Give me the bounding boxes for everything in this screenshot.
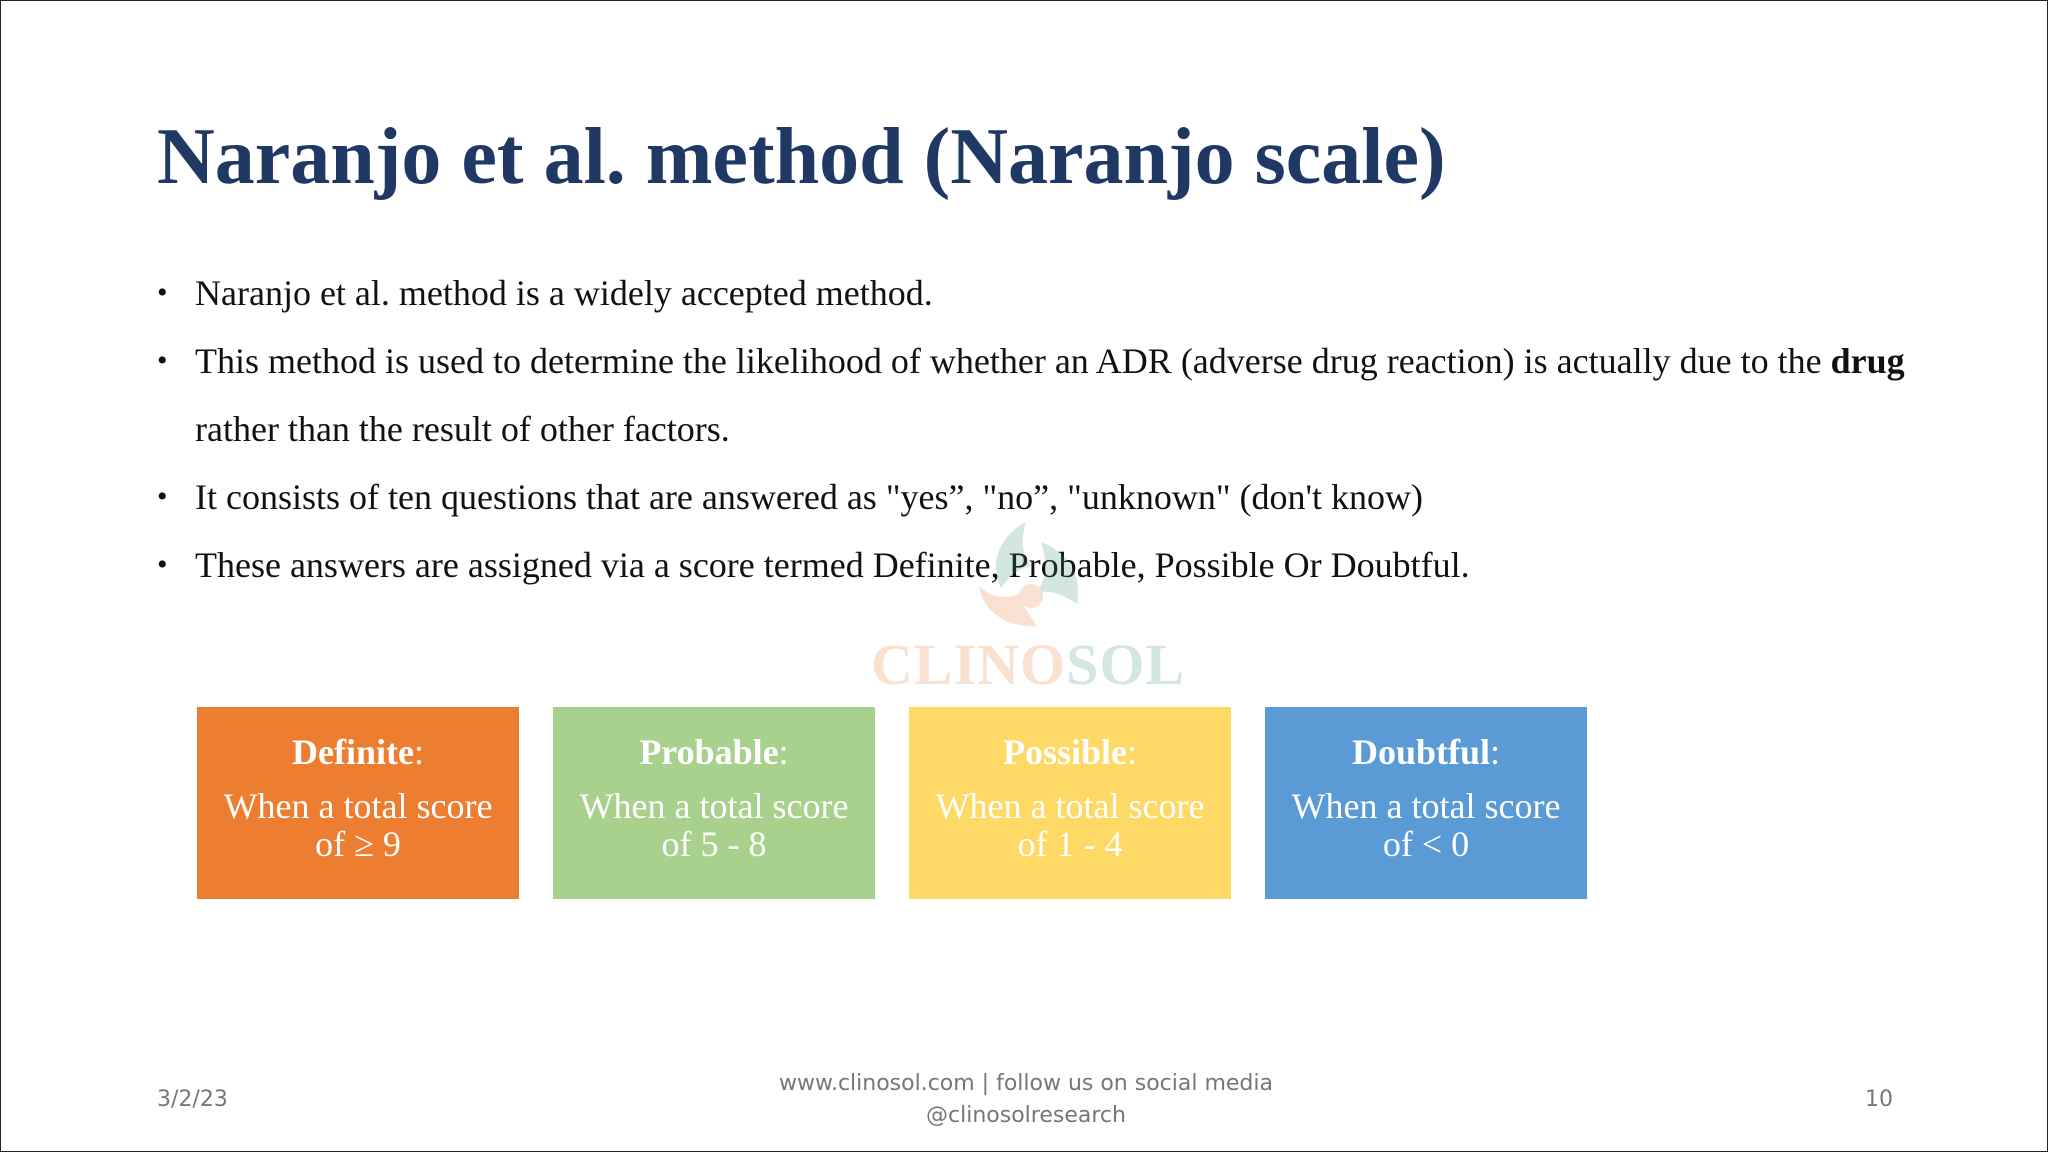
bullet-item: [157, 327, 1917, 463]
category-line-2: of < 0: [1382, 824, 1470, 864]
watermark-text: CLINOSOL: [871, 632, 1186, 697]
category-possible-box: [909, 707, 1231, 899]
footer-handle: @clinosolresearch: [926, 1103, 1126, 1128]
category-heading: Definite:: [292, 732, 424, 772]
clinosol-logo-icon: [871, 516, 1181, 636]
bullet-item: [157, 259, 1917, 327]
footer-date: 3/2/23: [157, 1087, 228, 1112]
slide-title: Naranjo et al. method (Naranjo scale): [157, 113, 1446, 201]
category-doubtful-box: [1265, 707, 1587, 899]
category-line-2: of ≥ 9: [315, 824, 401, 864]
footer-website: www.clinosol.com | follow us on social media: [778, 1071, 1273, 1096]
slide-number: 10: [1865, 1087, 1893, 1112]
category-heading: Possible:: [1002, 732, 1138, 772]
category-heading: Probable:: [639, 732, 789, 772]
watermark: [871, 516, 1186, 697]
category-line-2: of 1 - 4: [1017, 824, 1123, 864]
bullet-text: These answers are assigned via a score termed Definite, Probable, Possible Or Doubtful.: [195, 545, 1470, 585]
category-heading: Doubtful:: [1351, 732, 1501, 772]
bullet-text: It consists of ten questions that are answered as "yes”, "no”, "unknown" (don't know): [195, 477, 1424, 517]
category-line-1: When a total score: [223, 786, 493, 826]
category-line-1: When a total score: [1291, 786, 1561, 826]
category-line-2: of 5 - 8: [661, 824, 767, 864]
bullet-text: This method is used to determine the likelihood of whether an ADR (adverse drug reaction) is actually due to the: [195, 341, 1831, 381]
category-line-1: When a total score: [935, 786, 1205, 826]
bullet-text: rather than the result of other factors.: [195, 409, 730, 449]
category-line-1: When a total score: [579, 786, 849, 826]
category-probable-box: [553, 707, 875, 899]
category-definite-box: [197, 707, 519, 899]
bullet-text: Naranjo et al. method is a widely accepted method.: [195, 273, 933, 313]
footer-center: [741, 1068, 1311, 1132]
bullet-bold-text: drug: [1830, 341, 1905, 381]
